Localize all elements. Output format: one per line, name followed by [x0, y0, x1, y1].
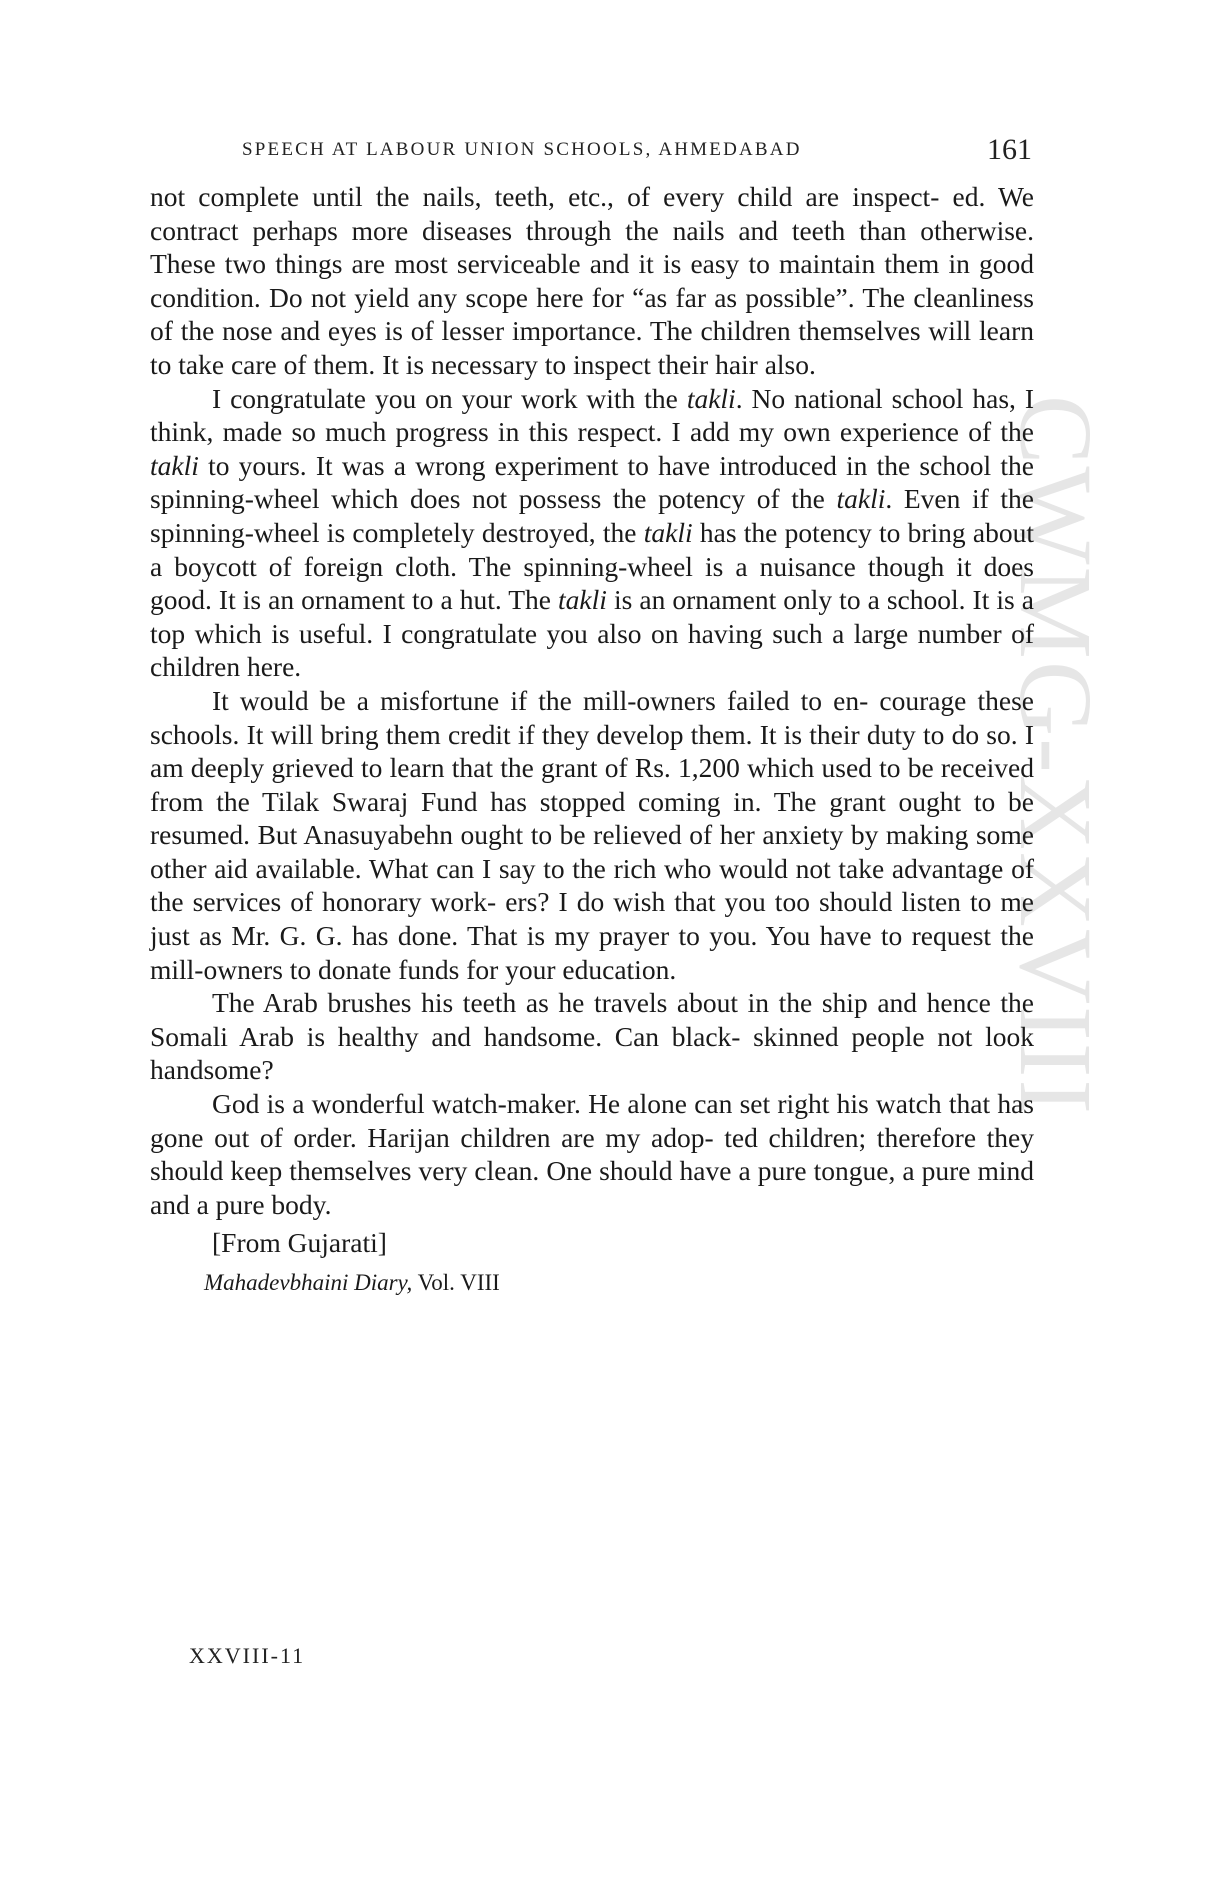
- italic-term: takli: [558, 584, 607, 616]
- paragraph-text: It would be a misfortune if the mill-owners failed to en- courage these schools. It will bring them credit if they develop them. It is their duty to do so. I am deeply grieved to learn that the grant of Rs. 1,200 which used to be received from the Tilak Swaraj Fund has stopped coming in. The grant ought to be resumed. But Anasuyabehn ought to be relieved of her anxiety by making some other aid available. What can I say to the rich who would not take advantage of the services of honorary work- ers? I do wish that you too should listen to me just as Mr. G. G. has done. That is my prayer to you. You have to request the mill-owners to donate funds for your education.: [150, 684, 1034, 985]
- body-text: [150, 180, 1034, 1298]
- paragraph-text: to yours. It was a wrong experiment to have introduced in the school the spinning-wheel which does not possess the potency of the: [150, 449, 1034, 515]
- paragraph-2: [150, 382, 1034, 684]
- paragraph-5: [150, 1087, 1034, 1221]
- citation: [204, 1268, 1034, 1298]
- paragraph-1: [150, 180, 1034, 382]
- paragraph-text: not complete until the nails, teeth, etc., of every child are inspect- ed. We contract perhaps more diseases through the nails and teeth than otherwise. These two things are most serviceable and it is easy to maintain them in good condition. Do not yield any scope here for “as far as possible”. The cleanliness of the nose and eyes is of lesser importance. The children themselves will learn to take care of them. It is necessary to inspect their hair also.: [150, 181, 1034, 380]
- running-head: [242, 133, 1032, 173]
- paragraph-text: God is a wonderful watch-maker. He alone can set right his watch that has gone out of order. Harijan children are my adop- ted children; therefore they should keep themselves very clean. One should have a pure tongue, a pure mind and a pure body.: [150, 1088, 1034, 1220]
- paragraph-3: [150, 684, 1034, 986]
- italic-term: takli: [643, 516, 693, 548]
- paragraph-text: . Even if the spinning-wheel is completely destroyed, the: [150, 483, 1034, 548]
- watermark-text: CWMG-XXVIII: [998, 395, 1113, 1116]
- paragraph-text: . No national school has, I think, made so much progress in this respect. I add my own experience of the: [150, 382, 1034, 448]
- italic-term: takli: [150, 449, 199, 481]
- paragraph-4: [150, 986, 1034, 1087]
- paragraph-text: is an ornament only to a school. It is a top which is useful. I congratulate you also on having such a large number of children here.: [150, 584, 1034, 683]
- italic-term: takli: [836, 483, 886, 515]
- source-note: [From Gujarati]: [212, 1227, 387, 1259]
- running-head-title: SPEECH AT LABOUR UNION SCHOOLS, AHMEDABAD: [242, 139, 802, 160]
- paragraph-text: has the potency to bring about a boycott of foreign cloth. The spinning-wheel is a nuisance though it does good. It is an ornament to a hut. The: [150, 516, 1034, 616]
- citation-title: Mahadevbhaini Diary,: [204, 1270, 413, 1295]
- signature-mark: XXVIII-11: [189, 1643, 306, 1668]
- paragraph-text: I congratulate you on your work with the: [212, 382, 687, 414]
- page-number: 161: [987, 133, 1032, 166]
- italic-term: takli: [686, 382, 736, 414]
- paragraph-text: The Arab brushes his teeth as he travels about in the ship and hence the Somali Arab is healthy and handsome. Can black- skinned people not look handsome?: [150, 987, 1034, 1086]
- citation-volume: Vol. VIII: [412, 1270, 500, 1295]
